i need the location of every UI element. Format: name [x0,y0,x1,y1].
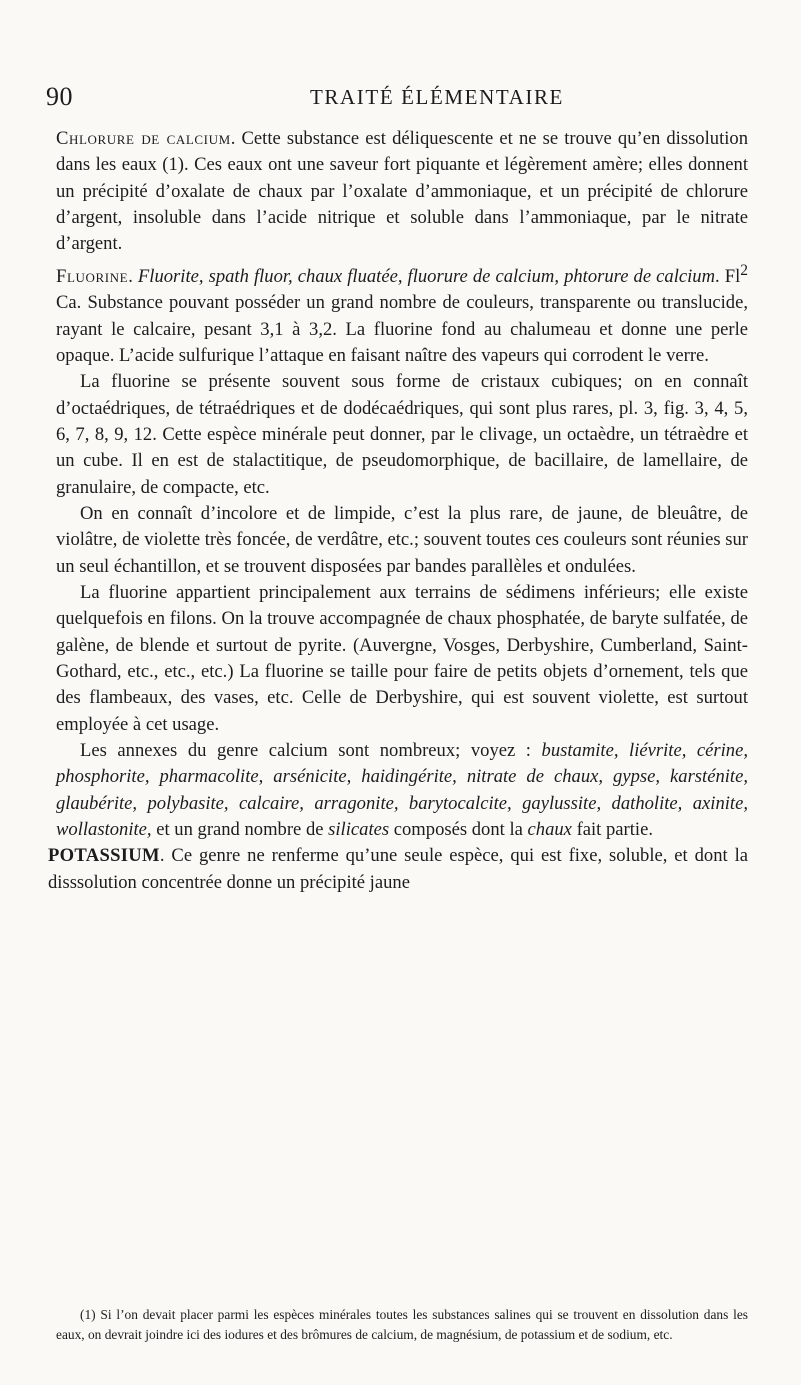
annexes-intro: Les annexes du genre calcium sont nombreux; voyez : [80,740,542,762]
entry-text: . Cette substance est déliquescente et ne se trouve qu’en dissolution dans les eaux (1). Ces eaux ont une saveur fort piquante et légèrement amère; elles donnent un précipité d’oxalate de chaux par l’oxalate d’ammoniaque, et un précipité de chlorure d’argent, insoluble dans l’acide nitrique et soluble dans l’ammoniaque, par le nitrate d’argent. [56,128,748,255]
annexes-end: fait partie. [571,819,653,841]
entry-chlorure-de-calcium [56,126,748,258]
entry-synonyms: Fluorite, spath fluor, chaux fluatée, fluorure de calcium, phtorure de calcium [137,265,716,287]
annexes-list: bustamite, liévrite, cérine, phosphorite, pharmacolite, arsénicite, haidingérite, nitrate de chaux, gypse, karsténite, glaubérite, polybasite, calcaire, arragonite, barytocalcite, gaylussite, datholite, axinite, wollastonite, [56,740,748,841]
page-header [0,82,801,112]
entry-potassium [48,843,748,896]
entry-text: . Ce genre ne renferme qu’une seule espèce, qui est fixe, soluble, et dont la disssolution concentrée donne un précipité jaune [48,845,748,893]
paragraph-annexes [56,738,748,843]
formula-superscript: 2 [740,261,749,279]
paragraph-fluorine-crystals: La fluorine se présente souvent sous forme de cristaux cubiques; on en connaît d’octaédriques, de tétraédriques et de dodécaédriques, qui sont plus rares, pl. 3, fig. 3, 4, 5, 6, 7, 8, 9, 12. Cette espèce minérale peut donner, par le clivage, un octaèdre, un tétraèdre et un cube. Il en est de stalactitique, de pseudomorphique, de bacillaire, de lamellaire, de granulaire, de compacte, etc. [56,371,748,498]
running-title: TRAITÉ ÉLÉMENTAIRE [310,85,564,109]
entry-fluorine [56,258,748,370]
annexes-mid: et un grand nombre de [151,819,329,841]
entry-head: POTASSIUM [48,845,160,867]
footnote-text: (1) Si l’on devait placer parmi les espèces minérales toutes les substances salines qui se trouvent en dissolution dans les eaux, on devrait joindre ici des iodures et des brômures de calcium, de magnésium, de potassium et de sodium, etc. [56,1307,748,1342]
entry-separator: . [128,265,138,287]
footnote [56,1305,748,1345]
annexes-silicates: silicates [328,819,390,841]
body-text [48,126,749,896]
annexes-chaux: chaux [527,819,572,841]
paragraph-fluorine-colors: On en connaît d’incolore et de limpide, c’est la plus rare, de jaune, de bleuâtre, de violâtre, de violette très foncée, de verdâtre, etc.; souvent toutes ces couleurs sont réunies sur un seul échantillon, et se trouvent disposées par bandes parallèles et ondulées. [56,503,748,577]
page-number: 90 [46,82,73,111]
entry-head: Fluorine [56,265,129,287]
paragraph-fluorine-occurrence: La fluorine appartient principalement aux terrains de sédimens inférieurs; elle existe quelquefois en filons. On la trouve accompagnée de chaux phosphatée, de baryte sulfatée, de galène, de blende et surtout de pyrite. (Auvergne, Vosges, Derbyshire, Cumberland, Saint-Gothard, etc., etc., etc.) La fluorine se taille pour faire de petits objets d’ornement, tels que des flambeaux, des vases, etc. Celle de Derbyshire, qui est souvent violette, est surtout employée à cet usage. [56,582,748,735]
entry-text: Ca. Substance pouvant posséder un grand nombre de couleurs, transparente ou translucide, rayant le calcaire, pesant 3,1 à 3,2. La fluorine fond au chalumeau et donne une perle opaque. L’acide sulfurique l’attaque en faisant naître des vapeurs qui corrodent le verre. [56,292,748,366]
entry-formula: . Fl [715,265,741,287]
entry-head: Chlorure de calcium [56,128,231,149]
annexes-mid2: composés dont la [389,819,528,841]
